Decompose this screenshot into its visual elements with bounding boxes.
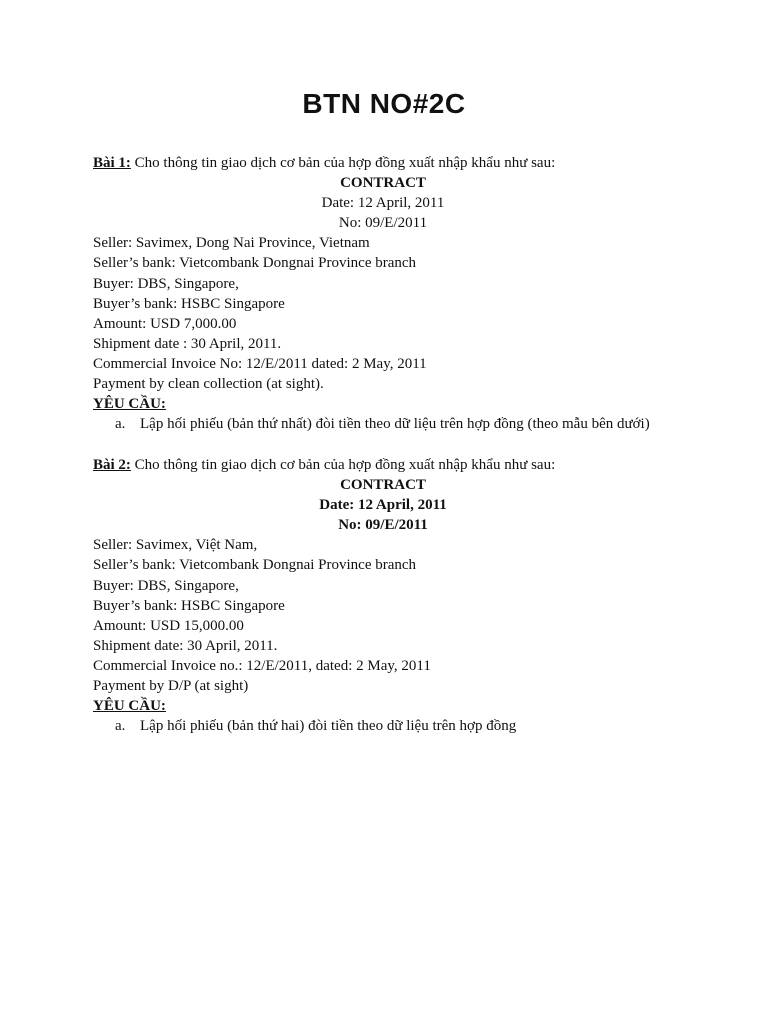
seller-bank-line: Seller’s bank: Vietcombank Dongnai Province branch [93,255,417,272]
exercise-2-intro [93,455,713,475]
contract-number: No: 09/E/2011 [338,517,428,534]
exercise-2 [93,455,713,736]
requirement-text: Lập hối phiếu (bản thứ hai) đòi tiền theo dữ liệu trên hợp đồng [140,718,517,735]
requirement-item [93,414,713,434]
requirement-heading: YÊU CẦU: [93,396,166,413]
seller-line: Seller: Savimex, Dong Nai Province, Vietnam [93,235,370,252]
payment-line: Payment by D/P (at sight) [93,678,249,695]
contract-number: No: 09/E/2011 [338,215,428,232]
requirement-text: Lập hối phiếu (bản thứ nhất) đòi tiền theo dữ liệu trên hợp đồng (theo mẫu bên dưới) [140,416,650,433]
list-marker: a. [115,718,126,735]
list-marker: a. [115,416,126,433]
shipment-date-line: Shipment date : 30 April, 2011. [93,335,282,352]
contract-title: CONTRACT [340,175,426,192]
invoice-line: Commercial Invoice No: 12/E/2011 dated: 2 May, 2011 [93,355,427,372]
requirement-heading: YÊU CẦU: [93,698,166,715]
buyer-line: Buyer: DBS, Singapore, [93,275,239,292]
requirement-item [93,716,713,736]
exercise-2-label: Bài 2: [93,457,131,473]
amount-line: Amount: USD 7,000.00 [93,315,237,332]
buyer-bank-line: Buyer’s bank: HSBC Singapore [93,295,285,312]
document-title: BTN NO#2C [302,88,466,119]
exercise-1-label: Bài 1: [93,155,131,171]
seller-line: Seller: Savimex, Việt Nam, [93,537,258,554]
exercise-1 [93,153,713,434]
contract-date: Date: 12 April, 2011 [321,195,445,212]
contract-title: CONTRACT [340,477,426,494]
exercise-1-intro-text: Cho thông tin giao dịch cơ bản của hợp đồng xuất nhập khẩu như sau: [130,155,556,171]
buyer-line: Buyer: DBS, Singapore, [93,577,239,594]
exercise-2-intro-text: Cho thông tin giao dịch cơ bản của hợp đồng xuất nhập khẩu như sau: [130,457,556,473]
contract-date: Date: 12 April, 2011 [319,497,447,514]
buyer-bank-line: Buyer’s bank: HSBC Singapore [93,597,285,614]
payment-line: Payment by clean collection (at sight). [93,376,324,393]
seller-bank-line: Seller’s bank: Vietcombank Dongnai Province branch [93,557,417,574]
invoice-line: Commercial Invoice no.: 12/E/2011, dated: 2 May, 2011 [93,657,431,674]
shipment-date-line: Shipment date: 30 April, 2011. [93,637,278,654]
exercise-1-intro [93,153,713,173]
amount-line: Amount: USD 15,000.00 [93,617,244,634]
